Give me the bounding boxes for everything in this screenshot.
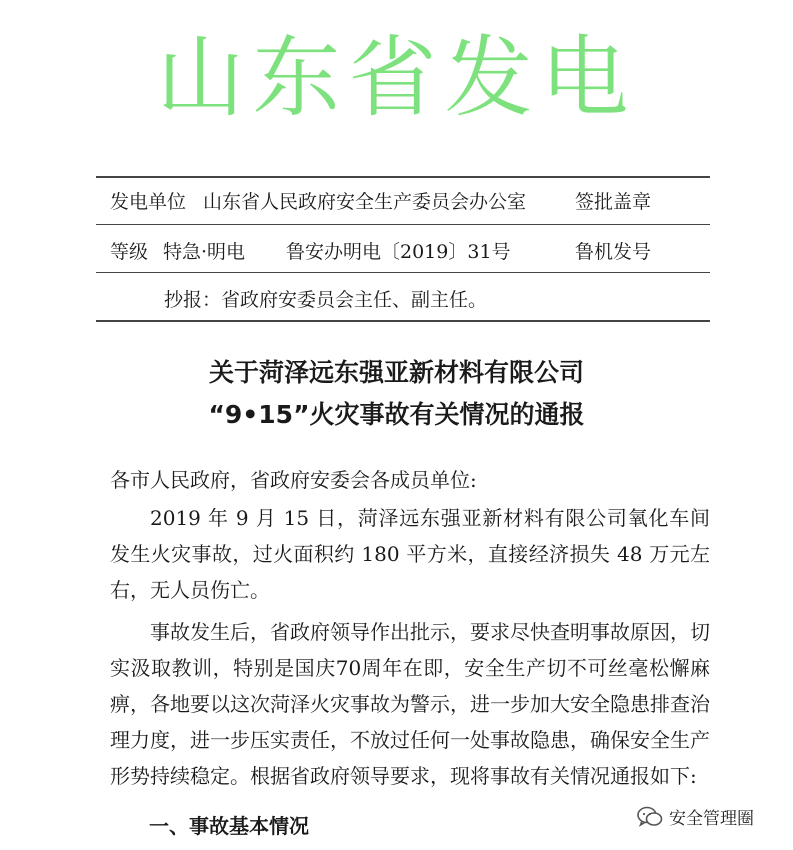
doc-title-line2: “9•15”火灾事故有关情况的通报 xyxy=(208,400,585,429)
header-top-rule xyxy=(96,176,710,178)
cc-line: 抄报：省政府安委员会主任、副主任。 xyxy=(164,289,488,311)
section-1-heading: 一、事故基本情况 xyxy=(149,814,309,838)
level-label: 等级 xyxy=(110,241,149,263)
salutation: 各市人民政府，省政府安委会各成员单位: xyxy=(110,468,477,492)
paragraph-1: 2019 年 9 月 15 日，菏泽远东强亚新材料有限公司氧化车间发生火灾事故，过火面积约 180 平方米，直接经济损失 48 万元左右，无人员伤亡。 xyxy=(110,506,710,602)
sender-value: 山东省人民政府安全生产委员会办公室 xyxy=(203,191,527,213)
header-rule-2 xyxy=(96,224,710,225)
paragraph-2: 事故发生后，省政府领导作出批示，要求尽快查明事故原因，切实汲取教训，特别是国庆70周年在即，安全生产切不可丝毫松懈麻痹，各地要以这次菏泽火灾事故为警示，进一步加大安全隐患排查治理力度，进一步压实责任，不放过任何一处事故隐患，确保安全生产形势持续稳定。根据省政府领导要求，现将事故有关情况通报如下: xyxy=(110,620,710,788)
sender-label: 发电单位 xyxy=(110,191,187,213)
level-value: 特急·明电 xyxy=(163,241,246,263)
machine-label: 鲁机发号 xyxy=(575,241,652,263)
watermark xyxy=(637,804,754,829)
header-bottom-rule xyxy=(96,320,710,322)
sign-label: 签批盖章 xyxy=(575,191,652,213)
doc-number: 鲁安办明电〔2019〕31号 xyxy=(286,241,511,263)
watermark-text: 安全管理圈 xyxy=(669,809,754,829)
doc-title-line1: 关于菏泽远东强亚新材料有限公司 xyxy=(208,358,584,387)
doc-body xyxy=(110,462,710,794)
header-rule-3 xyxy=(96,272,710,273)
masthead-title: 山东省发电 xyxy=(156,26,637,129)
wechat-icon xyxy=(637,806,663,828)
